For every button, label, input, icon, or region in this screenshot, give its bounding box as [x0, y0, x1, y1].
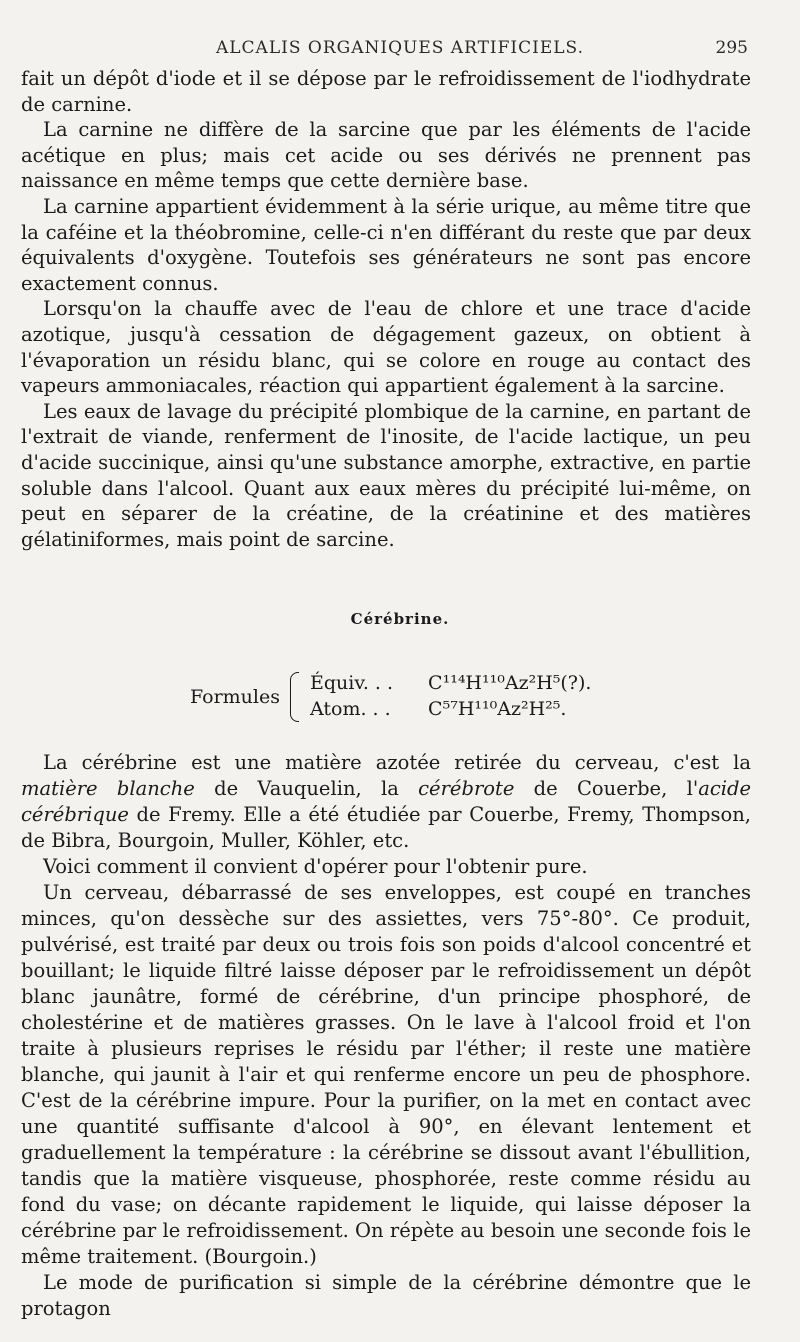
brace [290, 672, 299, 722]
paragraph: Voici comment il convient d'opérer pour l'obtenir pure. [43, 855, 588, 878]
page-header [0, 38, 800, 62]
equiv-formula: C¹¹⁴H¹¹⁰Az²H⁵(?). [428, 672, 592, 694]
page-number: 295 [715, 38, 748, 58]
paragraph: fait un dépôt d'iode et il se dépose par le refroidissement de l'iodhydrate de carnine. [21, 67, 751, 116]
cerebrine-text-block [21, 750, 751, 1322]
paragraph: Le mode de purification si simple de la cérébrine démontre que le protagon [21, 1271, 751, 1320]
italic-term: cérébrote [418, 777, 515, 800]
paragraph: Un cerveau, débarrassé de ses enveloppes, est coupé en tranches minces, qu'on dessèche sur des assiettes, vers 75°-80°. Ce produit, pulvérisé, est traité par deux ou trois fois son poids d'alcool concentré et bouillant; le liquide filtré laisse déposer par le refroidissement un dépôt blanc jaunâtre, formé de cérébrine, d'un principe phosphoré, de cholestérine et de matières grasses. On le lave à l'alcool froid et l'on traite à plusieurs reprises le résidu par l'éther; il reste une matière blanche, qui jaunit à l'air et qui renferme encore un peu de phosphore. C'est de la cérébrine impure. Pour la purifier, on la met en contact avec une quantité suffisante d'alcool à 90°, en élevant lentement et graduellement la température : la cérébrine se dissout avant l'ébullition, tandis que la matière visqueuse, phosphorée, reste comme résidu au fond du vase; on décante rapidement le liquide, qui laisse déposer la cérébrine par le refroidissement. On répète au besoin une seconde fois le même traitement. (Bourgoin.) [21, 881, 751, 1268]
paragraph [21, 750, 751, 854]
paragraph: Les eaux de lavage du précipité plombique de la carnine, en partant de l'extrait de viande, renferment de l'inosite, de l'acide lactique, un peu d'acide succinique, ainsi qu'une substance amorphe, extractive, en partie soluble dans l'alcool. Quant aux eaux mères du précipité lui-même, on peut en séparer de la créatine, de la créatinine et des matières gélatiniformes, mais point de sarcine. [21, 399, 751, 551]
formula-block [190, 672, 710, 724]
text-run: de Couerbe, l' [514, 777, 699, 800]
equiv-row [310, 672, 591, 696]
paragraph: La carnine ne diffère de la sarcine que par les éléments de l'acide acétique en plus; mais cet acide ou ses dérivés ne prennent pas naissance en même temps que cette dernière base. [21, 118, 751, 193]
carnine-text-block [21, 66, 751, 552]
running-title: ALCALIS ORGANIQUES ARTIFICIELS. [215, 38, 585, 58]
section-heading: Cérébrine. [350, 610, 450, 628]
italic-term: matière blanche [21, 777, 195, 800]
formulas-label: Formules [190, 686, 280, 708]
paragraph: La carnine appartient évidemment à la série urique, au même titre que la caféine et la théobromine, celle-ci n'en différant du reste que par deux équivalents d'oxygène. Toutefois ses générateurs ne sont pas encore exactement connus. [21, 194, 751, 295]
atom-formula: C⁵⁷H¹¹⁰Az²H²⁵. [428, 698, 567, 720]
equiv-label: Équiv. . . [310, 672, 394, 694]
text-run: La cérébrine est une matière azotée retirée du cerveau, c'est la [43, 751, 751, 774]
text-run: de Fremy. Elle a été étudiée par Couerbe, Fremy, Thompson, de Bibra, Bourgoin, Muller, Köhler, etc. [21, 803, 751, 852]
atom-label: Atom. . . [310, 698, 391, 720]
atom-row [310, 698, 566, 722]
text-run: de Vauquelin, la [194, 777, 419, 800]
italic-term: acide cérébrique [21, 777, 751, 826]
paragraph: Lorsqu'on la chauffe avec de l'eau de chlore et une trace d'acide azotique, jusqu'à cessation de dégagement gazeux, on obtient à l'évaporation un résidu blanc, qui se colore en rouge au contact des vapeurs ammoniacales, réaction qui appartient également à la sarcine. [21, 297, 751, 398]
